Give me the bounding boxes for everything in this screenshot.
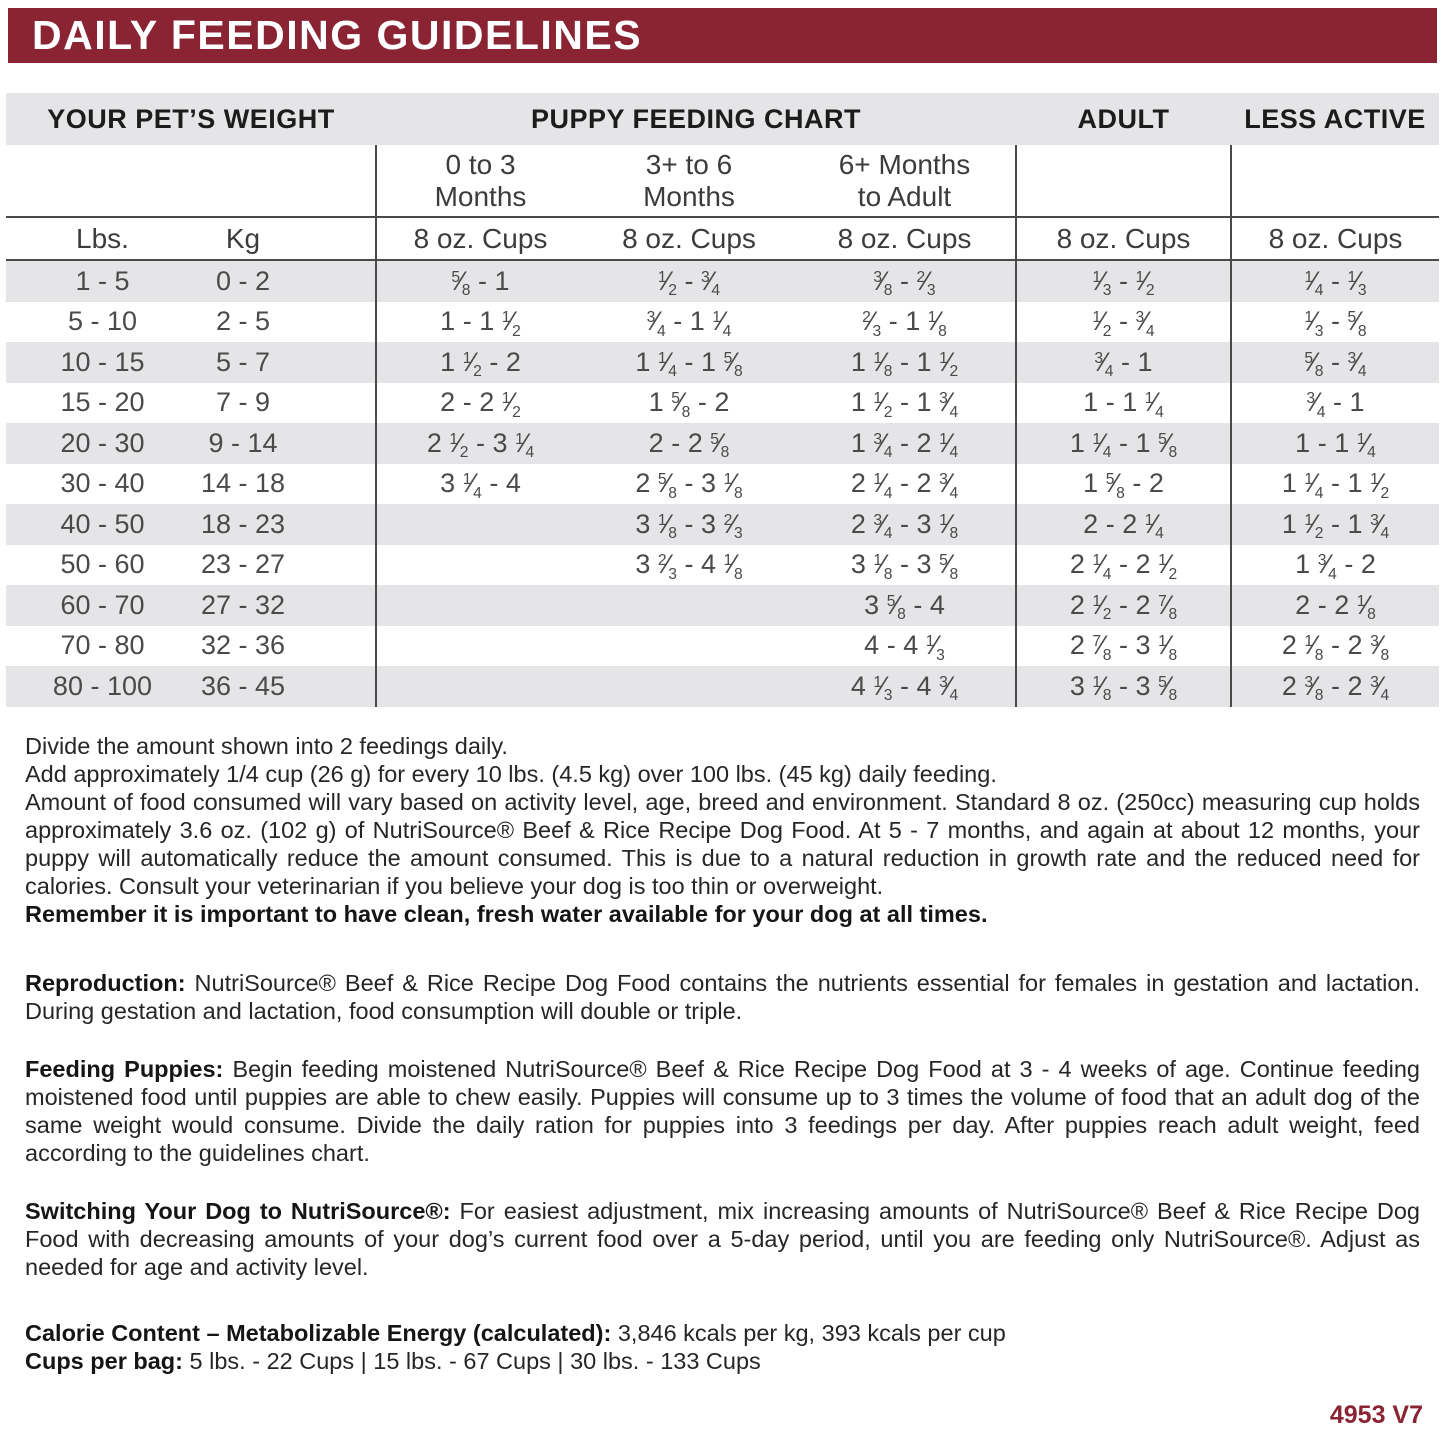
fraction: $^5$⁄8: [1158, 427, 1178, 462]
fraction: $^1$⁄2: [873, 387, 893, 421]
weight-kg-cell: 7 - 9: [215, 387, 271, 418]
puppy-0-3-cell: 1 - 1 $^1$⁄2: [376, 302, 584, 343]
fraction: $^5$⁄8: [1304, 346, 1324, 381]
cups-per-bag-text: 5 lbs. - 22 Cups | 15 lbs. - 67 Cups | 30 lbs. - 133 Cups: [182, 1347, 761, 1374]
fraction: $^3$⁄8: [1304, 670, 1324, 705]
table-row: [6, 423, 1439, 464]
puppy-3-6-cell: 2 - 2 $^5$⁄8: [584, 423, 794, 464]
fraction: $^2$⁄3: [723, 508, 743, 543]
fraction: $^5$⁄8: [671, 387, 691, 421]
note-line-2: Add approximately 1/4 cup (26 g) for every 10 lbs. (4.5 kg) over 100 lbs. (45 kg) daily feeding.: [25, 760, 997, 787]
fraction: $^3$⁄4: [1135, 306, 1155, 340]
note-line-1: Divide the amount shown into 2 feedings daily.: [25, 732, 508, 759]
less-active-cell: 2 - 2 $^1$⁄8: [1231, 585, 1439, 626]
fraction: $^1$⁄8: [873, 346, 893, 381]
section-switching-text: For easiest adjustment, mix increasing amounts of NutriSource® Beef & Rice Recipe Dog Food with decreasing amounts of your dog’s current food over a 5-day period, until you are feeding only NutriSource®. Adjust as needed for age and activity level.: [25, 1197, 1420, 1280]
table-row: [6, 504, 1439, 545]
fraction: $^2$⁄3: [862, 306, 882, 340]
fraction: $^1$⁄8: [723, 468, 743, 502]
fraction: $^1$⁄8: [939, 508, 959, 543]
adult-cell: 1 $^1$⁄4 - 1 $^5$⁄8: [1016, 423, 1231, 464]
less-active-cell: $^1$⁄4 - $^1$⁄3: [1231, 260, 1439, 302]
table-row: [6, 260, 1439, 302]
puppy-3-6-cell: [584, 585, 794, 626]
puppy-6-adult-cell: $^3$⁄8 - $^2$⁄3: [794, 260, 1016, 302]
fraction: $^5$⁄8: [1158, 670, 1178, 705]
puppy-6-adult-cell: 3 $^5$⁄8 - 4: [794, 585, 1016, 626]
table-row: [6, 302, 1439, 343]
section-reproduction-text: NutriSource® Beef & Rice Recipe Dog Food contains the nutrients essential for females in gestation and lactation. During gestation and lactation, food consumption will double or triple.: [25, 969, 1420, 1024]
fraction: $^3$⁄4: [1370, 508, 1390, 543]
weight-kg-cell: 36 - 45: [199, 666, 376, 707]
fraction: $^3$⁄4: [939, 387, 959, 421]
fraction: $^1$⁄8: [723, 549, 743, 583]
adult-cell: 2 $^7$⁄8 - 3 $^1$⁄8: [1016, 626, 1231, 667]
fraction: $^1$⁄3: [925, 630, 945, 664]
fraction: $^1$⁄4: [1144, 387, 1164, 421]
puppy-3-6-cell: [584, 666, 794, 707]
adult-cell: 2 $^1$⁄4 - 2 $^1$⁄2: [1016, 545, 1231, 586]
puppy-6-adult-cell: $^2$⁄3 - 1 $^1$⁄8: [862, 306, 947, 340]
fraction: $^5$⁄8: [710, 427, 730, 462]
fraction: $^5$⁄8: [1347, 306, 1367, 340]
fraction: $^1$⁄8: [873, 549, 893, 583]
weight-kg-cell: 14 - 18: [200, 468, 286, 499]
fraction: $^1$⁄2: [657, 265, 677, 300]
weight-lbs-cell: 5 - 10: [67, 306, 138, 337]
weight-lbs-cell: 80 - 100: [6, 666, 199, 707]
unit-header-cups-adult: 8 oz. Cups: [1016, 217, 1231, 260]
calorie-content-text: 3,846 kcals per kg, 393 kcals per cup: [611, 1319, 1006, 1346]
fraction: $^1$⁄4: [873, 468, 893, 502]
fraction: $^5$⁄8: [886, 589, 906, 624]
puppy-6-adult-cell: 4 - 4 $^1$⁄3: [864, 630, 945, 664]
fraction: $^1$⁄4: [1092, 549, 1112, 583]
section-reproduction-lead: Reproduction:: [25, 969, 186, 996]
fraction: $^1$⁄2: [939, 346, 959, 381]
unit-header-cups-3-6: 8 oz. Cups: [584, 217, 794, 260]
cups-per-bag-lead: Cups per bag:: [25, 1347, 183, 1374]
weight-kg-cell: 32 - 36: [200, 630, 286, 661]
age-header-3-6-months: 3+ to 6 Months: [584, 145, 794, 217]
less-active-cell: 1 $^1$⁄2 - 1 $^3$⁄4: [1231, 504, 1439, 545]
less-active-cell: 2 $^3$⁄8 - 2 $^3$⁄4: [1231, 666, 1439, 707]
section-feeding-puppies: [25, 1055, 1420, 1167]
fraction: $^1$⁄2: [1158, 549, 1178, 583]
fraction: $^3$⁄4: [873, 427, 893, 462]
puppy-0-3-cell: 2 - 2 $^1$⁄2: [376, 383, 584, 424]
puppy-6-adult-cell: 2 $^3$⁄4 - 3 $^1$⁄8: [794, 504, 1016, 545]
puppy-3-6-cell: 3 $^1$⁄8 - 3 $^2$⁄3: [584, 504, 794, 545]
section-feeding-puppies-text: Begin feeding moistened NutriSource® Beef & Rice Recipe Dog Food at 3 - 4 weeks of age. Continue feeding moistened food until puppies are able to chew easily. Puppies will consume up to 3 times the volume of food that an adult dog of the same weight would consume. Divide the daily ration for puppies into 3 feedings per day. After puppies reach adult weight, feed according to the guidelines chart.: [25, 1055, 1420, 1166]
less-active-cell: $^5$⁄8 - $^3$⁄4: [1231, 342, 1439, 383]
less-active-cell: 1 $^3$⁄4 - 2: [1231, 545, 1439, 586]
fraction: $^1$⁄8: [1158, 630, 1178, 664]
puppy-0-3-cell: [376, 504, 584, 545]
weight-kg-cell: 9 - 14: [199, 423, 376, 464]
table-row: [6, 585, 1439, 626]
puppy-6-adult-cell: 1 $^1$⁄2 - 1 $^3$⁄4: [850, 387, 959, 421]
puppy-3-6-cell: [584, 626, 794, 667]
weight-lbs-cell: 40 - 50: [6, 504, 199, 545]
age-header-0-3-months: 0 to 3 Months: [376, 145, 584, 217]
fraction: $^7$⁄8: [1158, 589, 1178, 624]
puppy-6-adult-cell: 3 $^1$⁄8 - 3 $^5$⁄8: [850, 549, 959, 583]
puppy-3-6-cell: 2 $^5$⁄8 - 3 $^1$⁄8: [635, 468, 743, 502]
fraction: $^1$⁄8: [1356, 589, 1376, 624]
adult-cell: 2 - 2 $^1$⁄4: [1016, 504, 1231, 545]
fraction: $^1$⁄2: [462, 346, 482, 381]
weight-kg-cell: 18 - 23: [199, 504, 376, 545]
adult-cell: $^1$⁄2 - $^3$⁄4: [1016, 302, 1231, 343]
fraction: $^1$⁄3: [873, 670, 893, 705]
section-reproduction: [25, 969, 1420, 1025]
calorie-content-lead: Calorie Content – Metabolizable Energy (calculated):: [25, 1319, 612, 1346]
fraction: $^7$⁄8: [1092, 630, 1112, 664]
fraction: $^3$⁄4: [1306, 387, 1326, 421]
cups-per-bag-line: [25, 1347, 1420, 1375]
adult-cell: $^3$⁄4 - 1: [1016, 342, 1231, 383]
fraction: $^1$⁄8: [1092, 670, 1112, 705]
table-age-header-row: [6, 145, 1439, 217]
unit-header-kg: Kg: [199, 217, 376, 260]
weight-lbs-cell: 15 - 20: [60, 387, 145, 418]
fraction: $^1$⁄8: [1304, 630, 1324, 664]
less-active-cell: 2 $^1$⁄8 - 2 $^3$⁄8: [1231, 626, 1439, 667]
section-switching-lead: Switching Your Dog to NutriSource®:: [25, 1197, 451, 1224]
puppy-0-3-cell: 1 $^1$⁄2 - 2: [376, 342, 584, 383]
feeding-table: [6, 93, 1439, 707]
fraction: $^3$⁄4: [701, 265, 721, 300]
notes-block: [25, 732, 1420, 1375]
fraction: $^3$⁄8: [1370, 630, 1390, 664]
fraction: $^3$⁄4: [1317, 549, 1337, 583]
fraction: $^1$⁄2: [501, 387, 521, 421]
note-paragraph: Amount of food consumed will vary based on activity level, age, breed and environment. Standard 8 oz. (250cc) measuring cup holds approximately 3.6 oz. (102 g) of NutriSource® Beef & Rice Recipe Dog Food. At 5 - 7 months, and again at about 12 months, your puppy will automatically reduce the amount consumed. This is due to a natural reduction in growth rate and the reduced need for calories. Consult your veterinarian if you believe your dog is too thin or overweight.: [25, 788, 1420, 899]
puppy-6-adult-cell: 1 $^3$⁄4 - 2 $^1$⁄4: [794, 423, 1016, 464]
weight-kg-cell: 2 - 5: [215, 306, 271, 337]
fraction: $^1$⁄2: [1135, 265, 1155, 300]
weight-lbs-cell: 30 - 40: [60, 468, 145, 499]
fraction: $^2$⁄3: [657, 549, 677, 583]
fraction: $^1$⁄3: [1092, 265, 1112, 300]
weight-lbs-cell: 50 - 60: [60, 549, 145, 580]
table-row: [6, 342, 1439, 383]
unit-header-cups-less-active: 8 oz. Cups: [1231, 217, 1439, 260]
doc-code: 4953 V7: [1329, 1401, 1423, 1429]
table-units-row: [6, 217, 1439, 260]
fraction: $^1$⁄2: [501, 306, 521, 340]
weight-kg-cell: 27 - 32: [199, 585, 376, 626]
puppy-6-adult-cell: 1 $^1$⁄8 - 1 $^1$⁄2: [794, 342, 1016, 383]
fraction: $^3$⁄8: [873, 265, 893, 300]
puppy-0-3-cell: [376, 666, 584, 707]
puppy-0-3-cell: $^5$⁄8 - 1: [376, 260, 584, 302]
fraction: $^3$⁄4: [646, 306, 666, 340]
fraction: $^3$⁄4: [939, 468, 959, 502]
adult-cell: 2 $^1$⁄2 - 2 $^7$⁄8: [1016, 585, 1231, 626]
adult-cell: 3 $^1$⁄8 - 3 $^5$⁄8: [1016, 666, 1231, 707]
age-header-blank-adult: [1016, 145, 1231, 217]
fraction: $^3$⁄4: [1370, 670, 1390, 705]
unit-header-cups-6-adult: 8 oz. Cups: [794, 217, 1016, 260]
unit-header-lbs: Lbs.: [6, 217, 199, 260]
fraction: $^1$⁄4: [1144, 508, 1164, 543]
puppy-0-3-cell: [376, 626, 584, 667]
fraction: $^1$⁄3: [1347, 265, 1367, 300]
unit-header-cups-0-3: 8 oz. Cups: [376, 217, 584, 260]
less-active-cell: 1 - 1 $^1$⁄4: [1231, 423, 1439, 464]
fraction: $^5$⁄8: [1105, 468, 1125, 502]
fraction: $^5$⁄8: [939, 549, 959, 583]
age-header-6-adult: 6+ Months to Adult: [794, 145, 1016, 217]
adult-cell: 1 $^5$⁄8 - 2: [1016, 464, 1231, 505]
fraction: $^2$⁄3: [916, 265, 936, 300]
weight-lbs-cell: 1 - 5: [6, 260, 199, 302]
less-active-cell: $^3$⁄4 - 1: [1231, 383, 1439, 424]
fraction: $^3$⁄4: [1094, 346, 1114, 381]
section-feeding-puppies-lead: Feeding Puppies:: [25, 1055, 224, 1082]
fraction: $^1$⁄2: [1092, 306, 1112, 340]
fraction: $^1$⁄3: [1304, 306, 1324, 340]
adult-cell: 1 - 1 $^1$⁄4: [1016, 383, 1231, 424]
weight-kg-cell: 0 - 2: [199, 260, 376, 302]
less-active-cell: $^1$⁄3 - $^5$⁄8: [1231, 302, 1439, 343]
fraction: $^1$⁄4: [939, 427, 959, 462]
puppy-3-6-cell: $^3$⁄4 - 1 $^1$⁄4: [646, 306, 732, 340]
table-row: [6, 666, 1439, 707]
table-group-header-row: [6, 93, 1439, 145]
fraction: $^1$⁄8: [657, 508, 677, 543]
fraction: $^1$⁄2: [1092, 589, 1112, 624]
col-group-your-pets-weight: YOUR PET’S WEIGHT: [6, 93, 376, 145]
fraction: $^1$⁄4: [462, 468, 482, 502]
weight-lbs-cell: 70 - 80: [60, 630, 145, 661]
table-row: [6, 383, 1439, 424]
col-group-adult: ADULT: [1016, 93, 1231, 145]
adult-cell: $^1$⁄3 - $^1$⁄2: [1016, 260, 1231, 302]
fraction: $^3$⁄4: [939, 670, 959, 705]
weight-lbs-cell: 20 - 30: [6, 423, 199, 464]
section-switching: [25, 1197, 1420, 1281]
fraction: $^1$⁄8: [927, 306, 947, 340]
weight-kg-cell: 5 - 7: [199, 342, 376, 383]
banner: [8, 8, 1437, 63]
fraction: $^5$⁄8: [723, 346, 743, 381]
fraction: $^5$⁄8: [657, 468, 677, 502]
table-row: [6, 626, 1439, 667]
fraction: $^1$⁄4: [515, 427, 535, 462]
puppy-0-3-cell: [376, 545, 584, 586]
fraction: $^3$⁄4: [1347, 346, 1367, 381]
fraction: $^1$⁄2: [449, 427, 469, 462]
water-reminder: Remember it is important to have clean, fresh water available for your dog at all times.: [25, 900, 988, 927]
page-title: DAILY FEEDING GUIDELINES: [32, 12, 643, 58]
puppy-6-adult-cell: 4 $^1$⁄3 - 4 $^3$⁄4: [794, 666, 1016, 707]
fraction: $^1$⁄4: [1092, 427, 1112, 462]
puppy-0-3-cell: 2 $^1$⁄2 - 3 $^1$⁄4: [376, 423, 584, 464]
age-header-blank-less-active: [1231, 145, 1439, 217]
puppy-3-6-cell: $^1$⁄2 - $^3$⁄4: [584, 260, 794, 302]
fraction: $^1$⁄2: [1370, 468, 1390, 502]
fraction: $^3$⁄4: [873, 508, 893, 543]
col-group-puppy-feeding-chart: PUPPY FEEDING CHART: [376, 93, 1016, 145]
puppy-0-3-cell: 3 $^1$⁄4 - 4: [376, 464, 584, 505]
weight-lbs-cell: 10 - 15: [6, 342, 199, 383]
puppy-6-adult-cell: 2 $^1$⁄4 - 2 $^3$⁄4: [850, 468, 959, 502]
weight-lbs-cell: 60 - 70: [6, 585, 199, 626]
weight-kg-cell: 23 - 27: [200, 549, 286, 580]
fraction: $^1$⁄4: [657, 346, 677, 381]
table-row: [6, 464, 1439, 505]
less-active-cell: 1 $^1$⁄4 - 1 $^1$⁄2: [1231, 464, 1439, 505]
fraction: $^1$⁄4: [712, 306, 732, 340]
fraction: $^5$⁄8: [451, 265, 471, 300]
calorie-content-line: [25, 1319, 1420, 1347]
col-group-less-active: LESS ACTIVE: [1231, 93, 1439, 145]
puppy-3-6-cell: 1 $^5$⁄8 - 2: [648, 387, 730, 421]
puppy-3-6-cell: 1 $^1$⁄4 - 1 $^5$⁄8: [584, 342, 794, 383]
age-header-blank: [6, 145, 376, 217]
table-row: [6, 545, 1439, 586]
fraction: $^1$⁄4: [1304, 468, 1324, 502]
fraction: $^1$⁄4: [1356, 427, 1376, 462]
puppy-0-3-cell: [376, 585, 584, 626]
fraction: $^1$⁄4: [1304, 265, 1324, 300]
puppy-3-6-cell: 3 $^2$⁄3 - 4 $^1$⁄8: [635, 549, 743, 583]
fraction: $^1$⁄2: [1304, 508, 1324, 543]
